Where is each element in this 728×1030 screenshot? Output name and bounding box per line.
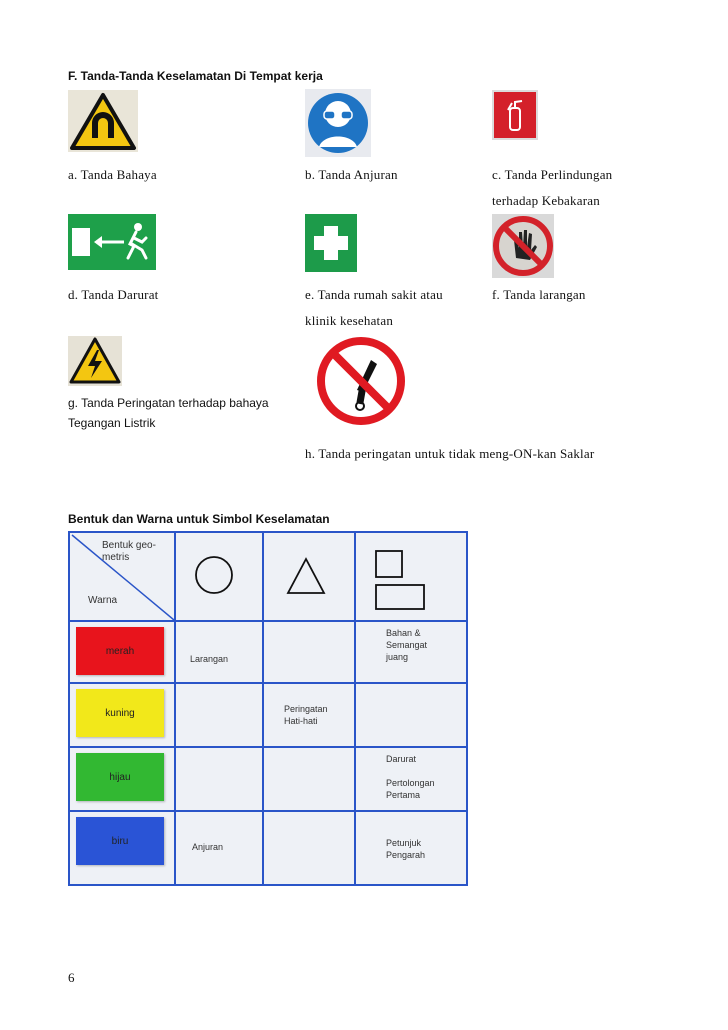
table-divider [70,620,466,622]
caption-e-line2: klinik kesehatan [305,313,394,328]
eye-protection-sign [305,89,371,157]
triangle-shape-icon [284,555,328,599]
section-title: F. Tanda-Tanda Keselamatan Di Tempat kerja [68,69,323,83]
table-divider [70,810,466,812]
corner-color-label: Warna [88,595,118,606]
cell-red-circle: Larangan [190,654,229,664]
cell-blue-square: Petunjuk Pengarah [386,838,426,860]
cell-yellow-triangle: Peringatan Hati-hati [284,704,328,726]
page-number: 6 [68,970,75,985]
color-swatch-yellow [76,689,164,737]
caption-e-line1: e. Tanda rumah sakit atau [305,287,443,302]
table-divider [354,533,356,884]
caption-c-line1: c. Tanda Perlindungan [492,167,613,182]
caption-b: b. Tanda Anjuran [305,167,398,182]
emergency-exit-sign [68,214,156,270]
cell-green-square: Darurat Pertolongan Pertama [386,754,435,800]
table-divider [174,533,176,884]
table-divider [70,746,466,748]
fire-extinguisher-sign [492,90,538,140]
no-entry-hand-sign [492,214,554,278]
corner-shape-label: Bentuk geo- metris [102,540,156,563]
color-swatch-green [76,753,164,801]
caption-c-line2: terhadap Kebakaran [492,193,600,208]
electrical-hazard-sign [68,336,122,386]
first-aid-sign [305,214,357,272]
caption-g-line1: g. Tanda Peringatan terhadap bahaya [68,396,269,410]
color-name-green: hijau [109,771,131,783]
caption-h: h. Tanda peringatan untuk tidak meng-ON-kan Saklar [305,446,595,461]
no-switch-on-sign [313,332,409,430]
caption-g-line2: Tegangan Listrik [68,416,156,430]
magnet-hazard-sign [68,90,138,152]
color-swatch-red [76,627,164,675]
table-title: Bentuk dan Warna untuk Simbol Keselamatan [68,512,330,526]
cell-red-square: Bahan & Semangat juang [386,628,428,662]
table-divider [70,682,466,684]
caption-a: a. Tanda Bahaya [68,167,157,182]
caption-d: d. Tanda Darurat [68,287,159,302]
color-name-blue: biru [111,835,129,847]
table-divider [262,533,264,884]
color-name-red: merah [105,645,135,657]
circle-shape-icon [192,553,236,597]
caption-f: f. Tanda larangan [492,287,586,302]
cell-blue-circle: Anjuran [192,842,224,852]
square-rectangle-shape-icon [374,549,432,613]
color-name-yellow: kuning [105,707,135,719]
safety-symbol-table [68,531,468,886]
color-swatch-blue [76,817,164,865]
